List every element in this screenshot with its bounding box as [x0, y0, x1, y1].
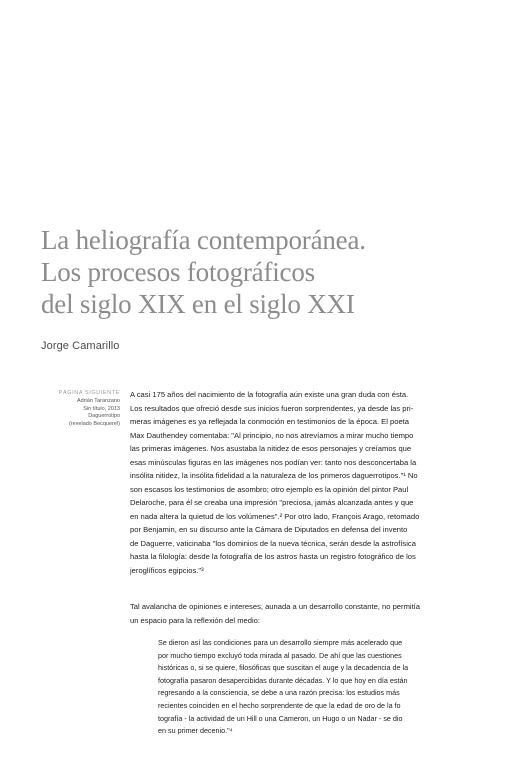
text-line: son escasos los testimonios de asombro; otro ejemplo es la opinión del pintor Paul	[130, 484, 409, 494]
quote-line: tografía - la actividad de un Hill o una Cameron, un Hugo o un Nadar - se dio	[158, 713, 403, 723]
text-line: de Daguerre, vaticinaba "los dominios de la nueva técnica, serán desde la astrofísica	[130, 538, 416, 548]
paragraph-1	[130, 388, 456, 577]
text-line: por Benjamin, en su discurso ante la Cámara de Diputados en defensa del invento	[130, 525, 408, 534]
caption-line: Sin título, 2013	[83, 405, 120, 412]
quote-line: históricas o, si se quiere, filosóficas que suscitan el auge y la decadencia de la	[158, 663, 409, 673]
quote-line: recientes coinciden en el hecho sorprendente de que la edad de oro de la fo	[158, 700, 401, 710]
title-line: Los procesos fotográficos	[41, 257, 315, 287]
quote-line: por mucho tiempo excluyó toda mirada al pasado. De ahí que las cuestiones	[158, 650, 402, 660]
text-line: meras imágenes es ya reflejada la conmoción en testimonios de la época. El poeta	[130, 417, 410, 426]
caption-kicker: PÁGINA SIGUIENTE	[58, 390, 120, 396]
text-line: un espacio para la reflexión del medio:	[130, 615, 261, 625]
text-line: las primeras imágenes. Nos asustaba la nitidez de esos personajes y creíamos que	[130, 444, 412, 453]
title-line: del siglo XIX en el siglo XXI	[41, 289, 355, 319]
quote-line: en su primer decenio."⁴	[158, 726, 233, 736]
quote-line: Se dieron así las condiciones para un desarrollo siempre más acelerado que	[158, 638, 403, 647]
text-line: en nada altera la quietud de los volúmenes".² Por otro lado, François Arago, retomado	[130, 511, 420, 521]
text-line: Delaroche, para él se creaba una impresión "preciosa, jamás alcanzada antes y que	[130, 498, 414, 507]
caption-line: Adrián Taranzano	[76, 397, 120, 404]
title-line: La heliografía contemporánea.	[41, 225, 366, 255]
image-caption-sidebar	[20, 390, 120, 429]
text-line: Tal avalancha de opiniones e intereses, aunada a un desarrollo constante, no permitía	[130, 602, 421, 611]
quote-line: fotografía pasaron desapercibidas durante décadas. Y lo que hoy en día están	[158, 675, 408, 685]
author-name: Jorge Camarillo	[41, 340, 120, 352]
caption-line: (revelado Becquerel)	[68, 421, 120, 428]
paragraph-2	[130, 600, 456, 627]
text-line: insólita nitidez, la insólita fidelidad a la naturaleza de los primeros daguerrotipos."¹ No	[130, 471, 418, 480]
text-line: A casi 175 años del nacimiento de la fotografía aún existe una gran duda con ésta.	[130, 390, 409, 399]
text-line: Los resultados que ofreció desde sus inicios fueron sorprendentes, ya desde las pri-	[130, 403, 414, 413]
text-line: jeroglíficos egipcios."³	[130, 565, 204, 575]
caption-line: Daguerrotipo	[88, 413, 120, 420]
text-line: Max Dauthendey comentaba: "Al principio, no nos atrevíamos a mirar mucho tiempo	[130, 430, 414, 440]
text-line: esas minúsculas figuras en las imágenes nos podían ver: tanto nos desconcertaba la	[130, 457, 417, 467]
text-line: hasta la filología: desde la fotografía de los astros hasta un registro fotográfico de los	[130, 552, 416, 561]
quote-line: regresando a la consciencia, se debe a una razón precisa: los estudios más	[158, 688, 400, 698]
block-quote	[158, 637, 440, 738]
article-title	[41, 224, 481, 320]
